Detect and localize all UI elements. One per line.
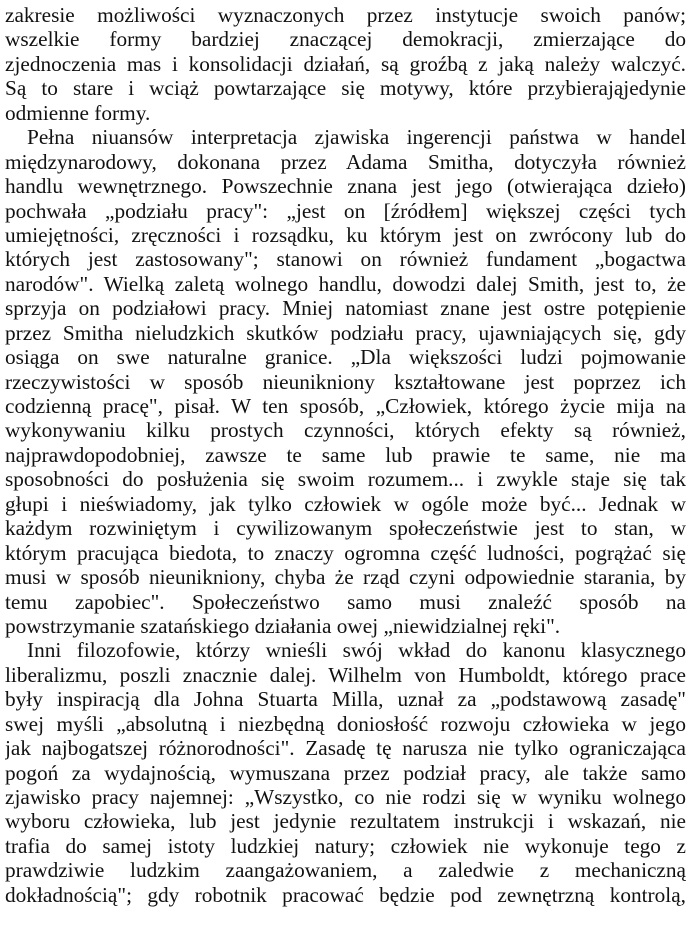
text-line: sprzyja on podziałowi pracy. Mniej natomiast znane jest ostre potępienie — [5, 296, 686, 321]
paragraph-3 — [5, 638, 686, 907]
text-line: pogoń za wydajnością, wymuszana przez podział pracy, ale także samo — [5, 760, 686, 785]
text-line: jak najbogatszej różnorodności". Zasadę tę narusza nie tylko ograniczająca — [5, 736, 686, 761]
text-line: trafia do samej istoty ludzkiej natury; człowiek nie wykonuje tego z — [5, 833, 686, 858]
text-line: wszelkie formy bardziej znaczącej demokracji, zmierzające do — [5, 27, 686, 52]
text-line: wykonywaniu kilku prostych czynności, których efekty są również, — [5, 418, 686, 443]
text-line: pochwała „podziału pracy": „jest on [źródłem] większej części tych — [5, 198, 686, 223]
text-line: wyboru człowieka, lub jest jedynie rezultatem instrukcji i wskazań, nie — [5, 809, 686, 834]
text-line: codzienną pracę", pisał. W ten sposób, „Człowiek, którego życie mija na — [5, 394, 686, 418]
text-line: handlu wewnętrznego. Powszechnie znana jest jego (otwierająca dzieło) — [5, 174, 686, 199]
text-line: których jest zastosowany"; stanowi on również fundament „bogactwa — [5, 247, 686, 272]
text-line: zjednoczenia mas i konsolidacji działań, są groźbą z jaką należy walczyć. — [5, 51, 686, 76]
paragraph-1 — [5, 3, 686, 125]
text-line: umiejętności, zręczności i rozsądku, ku którym jest on zwrócony lub do — [5, 222, 686, 247]
text-line: dokładnością"; gdy robotnik pracować będzie pod zewnętrzną kontrolą, — [5, 882, 686, 907]
text-line: odmienne formy. — [5, 100, 151, 125]
paragraph-2 — [5, 125, 686, 638]
text-line: Inni filozofowie, którzy wnieśli swój wkład do kanonu klasycznego — [27, 638, 686, 663]
text-line: swej myśli „absolutną i niezbędną doniosłość rozwoju człowieka w jego — [5, 711, 686, 736]
document-page — [5, 3, 686, 907]
text-line: narodów". Wielką zaletą wolnego handlu, dowodzi dalej Smith, jest to, że — [5, 271, 686, 296]
text-line: były inspiracją dla Johna Stuarta Milla, uznał za „podstawową zasadę" — [5, 687, 686, 712]
text-line: zjawisko pracy najemnej: „Wszystko, co nie rodzi się w wyniku wolnego — [5, 785, 686, 809]
text-line: rzeczywistości w sposób nieunikniony kształtowane jest poprzez ich — [5, 369, 686, 394]
text-line: każdym rozwiniętym i cywilizowanym społeczeństwie jest to stan, w — [5, 516, 686, 541]
text-line: prawdziwie ludzkim zaangażowaniem, a zaledwie z mechaniczną — [5, 858, 686, 883]
text-line: przez Smitha nieludzkich skutków podziału pracy, ujawniających się, gdy — [5, 320, 686, 345]
text-line: głupi i nieświadomy, jak tylko człowiek w ogóle może być... Jednak w — [5, 491, 686, 516]
text-line: Pełna niuansów interpretacja zjawiska ingerencji państwa w handel — [27, 125, 686, 150]
text-line: powstrzymanie szatańskiego działania owej „niewidzialnej ręki". — [5, 613, 561, 638]
text-line: najprawdopodobniej, zawsze te same lub prawie te same, nie ma — [5, 442, 686, 467]
text-line: międzynarodowy, dokonana przez Adama Smitha, dotyczyła również — [5, 149, 686, 174]
text-line: osiąga on swe naturalne granice. „Dla większości ludzi pojmowanie — [5, 345, 686, 370]
text-line: zakresie możliwości wyznaczonych przez instytucje swoich panów; — [5, 3, 686, 27]
text-line: liberalizmu, poszli znacznie dalej. Wilhelm von Humboldt, którego prace — [5, 662, 686, 687]
text-line: musi w sposób nieunikniony, chyba że rząd czyni odpowiednie starania, by — [5, 565, 686, 590]
text-line: którym pracująca biedota, to znaczy ogromna część ludności, pogrążać się — [5, 540, 686, 565]
text-line: temu zapobiec". Społeczeństwo samo musi znaleźć sposób na — [5, 589, 686, 614]
text-line: Są to stare i wciąż powtarzające się motywy, które przybierająjedynie — [5, 76, 686, 101]
text-line: sposobności do posłużenia się swoim rozumem... i zwykle staje się tak — [5, 467, 686, 492]
